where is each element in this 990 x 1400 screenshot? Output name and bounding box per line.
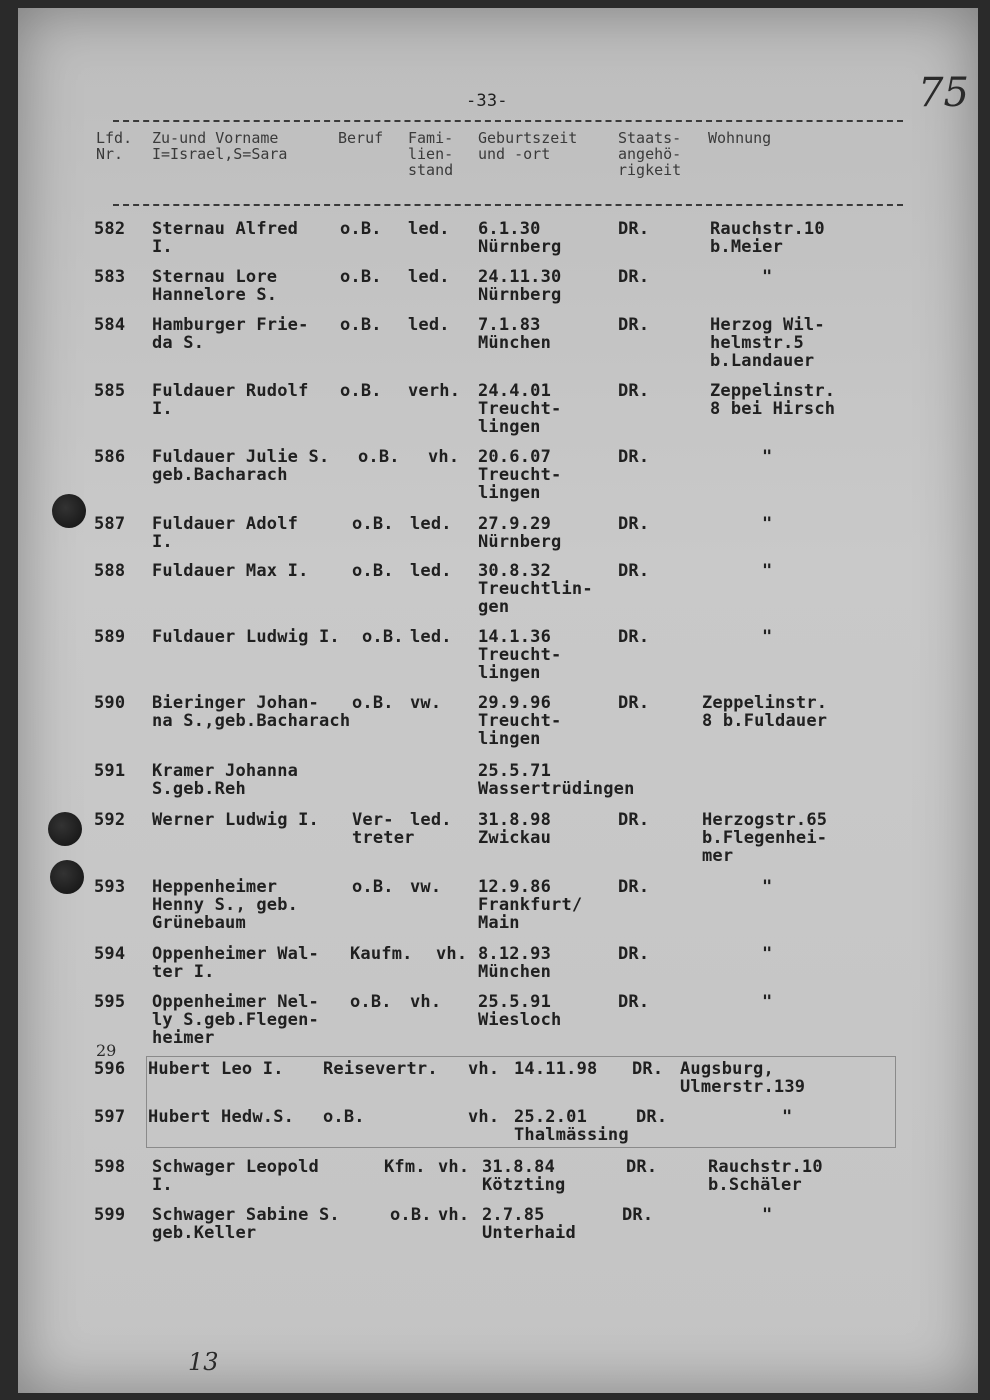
- entry-wohnung: Zeppelinstr. 8 b.Fuldauer: [702, 693, 828, 731]
- entry-geburt: 31.8.98 Zwickau: [478, 810, 552, 848]
- entry-staat: DR.: [618, 627, 650, 647]
- entry-geburt: 8.12.93 München: [478, 944, 552, 982]
- entry-name: Fuldauer Julie S. geb.Bacharach: [152, 447, 330, 485]
- entry-staat: DR.: [618, 561, 650, 581]
- entry-geburt: 2.7.85 Unterhaid: [482, 1205, 576, 1243]
- entry-name: Oppenheimer Wal- ter I.: [152, 944, 319, 982]
- entry-wohnung: Rauchstr.10 b.Meier: [710, 219, 825, 257]
- entry-geburt: 24.4.01 Treucht- lingen: [478, 381, 562, 437]
- entry-wohnung: ": [762, 447, 773, 467]
- document-page: [18, 8, 978, 1393]
- entry-wohnung: ": [782, 1107, 793, 1127]
- entry-geburt: 14.11.98: [514, 1059, 598, 1079]
- entry-familienstand: verh.: [408, 381, 461, 401]
- punch-hole: [50, 860, 84, 894]
- entry-staat: DR.: [618, 315, 650, 335]
- entry-number: 582: [94, 219, 126, 239]
- header-wohnung: Wohnung: [708, 129, 772, 147]
- entry-geburt: 14.1.36 Treucht- lingen: [478, 627, 562, 683]
- entry-beruf: o.B.: [352, 877, 394, 897]
- entry-beruf: o.B.: [362, 627, 404, 647]
- entry-familienstand: led.: [410, 810, 452, 830]
- entry-number: 590: [94, 693, 126, 713]
- entry-geburt: 25.5.71 Wassertrüdingen: [478, 761, 635, 799]
- entry-name: Heppenheimer Henny S., geb. Grünebaum: [152, 877, 299, 933]
- entry-number: 583: [94, 267, 126, 287]
- entry-staat: DR.: [618, 514, 650, 534]
- entry-beruf: o.B.: [352, 514, 394, 534]
- entry-familienstand: vh.: [468, 1107, 500, 1127]
- entry-number: 593: [94, 877, 126, 897]
- entry-beruf: Kfm.: [384, 1157, 426, 1177]
- header-lfd: Lfd. Nr.: [96, 129, 133, 163]
- punch-hole: [52, 494, 86, 528]
- entry-beruf: Reisevertr.: [323, 1059, 438, 1079]
- entry-number: 584: [94, 315, 126, 335]
- entry-name: Fuldauer Max I.: [152, 561, 309, 581]
- entry-staat: DR.: [618, 810, 650, 830]
- entry-staat: DR.: [618, 944, 650, 964]
- entry-familienstand: vh.: [468, 1059, 500, 1079]
- entry-beruf: o.B.: [390, 1205, 432, 1225]
- entry-name: Hamburger Frie- da S.: [152, 315, 309, 353]
- entry-number: 595: [94, 992, 126, 1012]
- entry-wohnung: ": [762, 561, 773, 581]
- entry-familienstand: vh.: [428, 447, 460, 467]
- entry-familienstand: led.: [408, 315, 450, 335]
- entry-familienstand: led.: [408, 267, 450, 287]
- entry-number: 586: [94, 447, 126, 467]
- entry-staat: DR.: [618, 381, 650, 401]
- entry-name: Kramer Johanna S.geb.Reh: [152, 761, 299, 799]
- entry-number: 597: [94, 1107, 126, 1127]
- entry-geburt: 25.2.01 Thalmässing: [514, 1107, 629, 1145]
- header-beruf: Beruf: [338, 129, 384, 147]
- entry-geburt: 31.8.84 Kötzting: [482, 1157, 566, 1195]
- entry-staat: DR.: [618, 447, 650, 467]
- entry-geburt: 24.11.30 Nürnberg: [478, 267, 562, 305]
- entry-beruf: o.B.: [340, 381, 382, 401]
- entry-number: 598: [94, 1157, 126, 1177]
- entry-wohnung: ": [762, 944, 773, 964]
- entry-number: 588: [94, 561, 126, 581]
- entry-name: Sternau Alfred I.: [152, 219, 299, 257]
- entry-familienstand: vw.: [410, 877, 442, 897]
- header-name: Zu-und Vorname I=Israel,S=Sara: [152, 129, 288, 163]
- entry-familienstand: vh.: [438, 1205, 470, 1225]
- entry-name: Werner Ludwig I.: [152, 810, 319, 830]
- entry-beruf: o.B.: [323, 1107, 365, 1127]
- bottom-mark: 13: [188, 1348, 219, 1376]
- entry-wohnung: ": [762, 627, 773, 647]
- entry-wohnung: Rauchstr.10 b.Schäler: [708, 1157, 823, 1195]
- entry-beruf: o.B.: [350, 992, 392, 1012]
- entry-name: Fuldauer Ludwig I.: [152, 627, 340, 647]
- header-top-rule: [113, 120, 903, 122]
- entry-familienstand: vh.: [438, 1157, 470, 1177]
- entry-familienstand: led.: [410, 627, 452, 647]
- entry-wohnung: ": [762, 267, 773, 287]
- entry-name: Hubert Leo I.: [148, 1059, 284, 1079]
- entry-number: 585: [94, 381, 126, 401]
- entry-name: Oppenheimer Nel- ly S.geb.Flegen- heimer: [152, 992, 319, 1048]
- entry-geburt: 25.5.91 Wiesloch: [478, 992, 562, 1030]
- entry-beruf: o.B.: [352, 693, 394, 713]
- entry-wohnung: ": [762, 877, 773, 897]
- entry-name: Hubert Hedw.S.: [148, 1107, 295, 1127]
- entry-number: 596: [94, 1059, 126, 1079]
- entry-wohnung: ": [762, 992, 773, 1012]
- entry-number: 589: [94, 627, 126, 647]
- entry-name: Sternau Lore Hannelore S.: [152, 267, 278, 305]
- entry-familienstand: led.: [410, 514, 452, 534]
- margin-mark: 29: [96, 1041, 117, 1060]
- entry-wohnung: ": [762, 514, 773, 534]
- entry-number: 591: [94, 761, 126, 781]
- entry-number: 594: [94, 944, 126, 964]
- entry-wohnung: Herzogstr.65 b.Flegenhei- mer: [702, 810, 828, 866]
- entry-wohnung: Herzog Wil- helmstr.5 b.Landauer: [710, 315, 825, 371]
- entry-familienstand: vh.: [436, 944, 468, 964]
- entry-geburt: 30.8.32 Treuchtlin- gen: [478, 561, 593, 617]
- entry-beruf: o.B.: [340, 315, 382, 335]
- entry-wohnung: ": [762, 1205, 773, 1225]
- entry-beruf: Ver- treter: [352, 810, 415, 848]
- punch-hole: [48, 812, 82, 846]
- entry-staat: DR.: [632, 1059, 664, 1079]
- entry-name: Bieringer Johan- na S.,geb.Bacharach: [152, 693, 351, 731]
- entry-staat: DR.: [626, 1157, 658, 1177]
- entry-staat: DR.: [618, 992, 650, 1012]
- entry-beruf: Kaufm.: [350, 944, 413, 964]
- page-number: -33-: [466, 91, 508, 111]
- entry-geburt: 27.9.29 Nürnberg: [478, 514, 562, 552]
- entry-geburt: 6.1.30 Nürnberg: [478, 219, 562, 257]
- entry-name: Fuldauer Rudolf I.: [152, 381, 309, 419]
- entry-staat: DR.: [618, 693, 650, 713]
- entry-familienstand: vw.: [410, 693, 442, 713]
- entry-name: Schwager Sabine S. geb.Keller: [152, 1205, 340, 1243]
- header-familienstand: Fami- lien- stand: [408, 129, 454, 179]
- entry-familienstand: led.: [410, 561, 452, 581]
- entry-wohnung: Zeppelinstr. 8 bei Hirsch: [710, 381, 836, 419]
- sheet-number: 75: [918, 70, 969, 116]
- entry-number: 587: [94, 514, 126, 534]
- entry-beruf: o.B.: [358, 447, 400, 467]
- entry-staat: DR.: [618, 267, 650, 287]
- entry-familienstand: vh.: [410, 992, 442, 1012]
- entry-wohnung: Augsburg, Ulmerstr.139: [680, 1059, 806, 1097]
- entry-staat: DR.: [618, 877, 650, 897]
- entry-staat: DR.: [618, 219, 650, 239]
- header-staat: Staats- angehö- rigkeit: [618, 129, 682, 179]
- entry-geburt: 20.6.07 Treucht- lingen: [478, 447, 562, 503]
- entry-geburt: 12.9.86 Frankfurt/ Main: [478, 877, 583, 933]
- entry-familienstand: led.: [408, 219, 450, 239]
- entry-number: 592: [94, 810, 126, 830]
- entry-number: 599: [94, 1205, 126, 1225]
- entry-beruf: o.B.: [340, 219, 382, 239]
- entry-geburt: 7.1.83 München: [478, 315, 552, 353]
- entry-beruf: o.B.: [340, 267, 382, 287]
- entry-staat: DR.: [636, 1107, 668, 1127]
- entry-name: Schwager Leopold I.: [152, 1157, 319, 1195]
- header-geburt: Geburtszeit und -ort: [478, 129, 578, 163]
- entry-beruf: o.B.: [352, 561, 394, 581]
- header-bottom-rule: [113, 204, 903, 206]
- entry-staat: DR.: [622, 1205, 654, 1225]
- entry-geburt: 29.9.96 Treucht- lingen: [478, 693, 562, 749]
- entry-box-596: [146, 1056, 896, 1148]
- entry-name: Fuldauer Adolf I.: [152, 514, 299, 552]
